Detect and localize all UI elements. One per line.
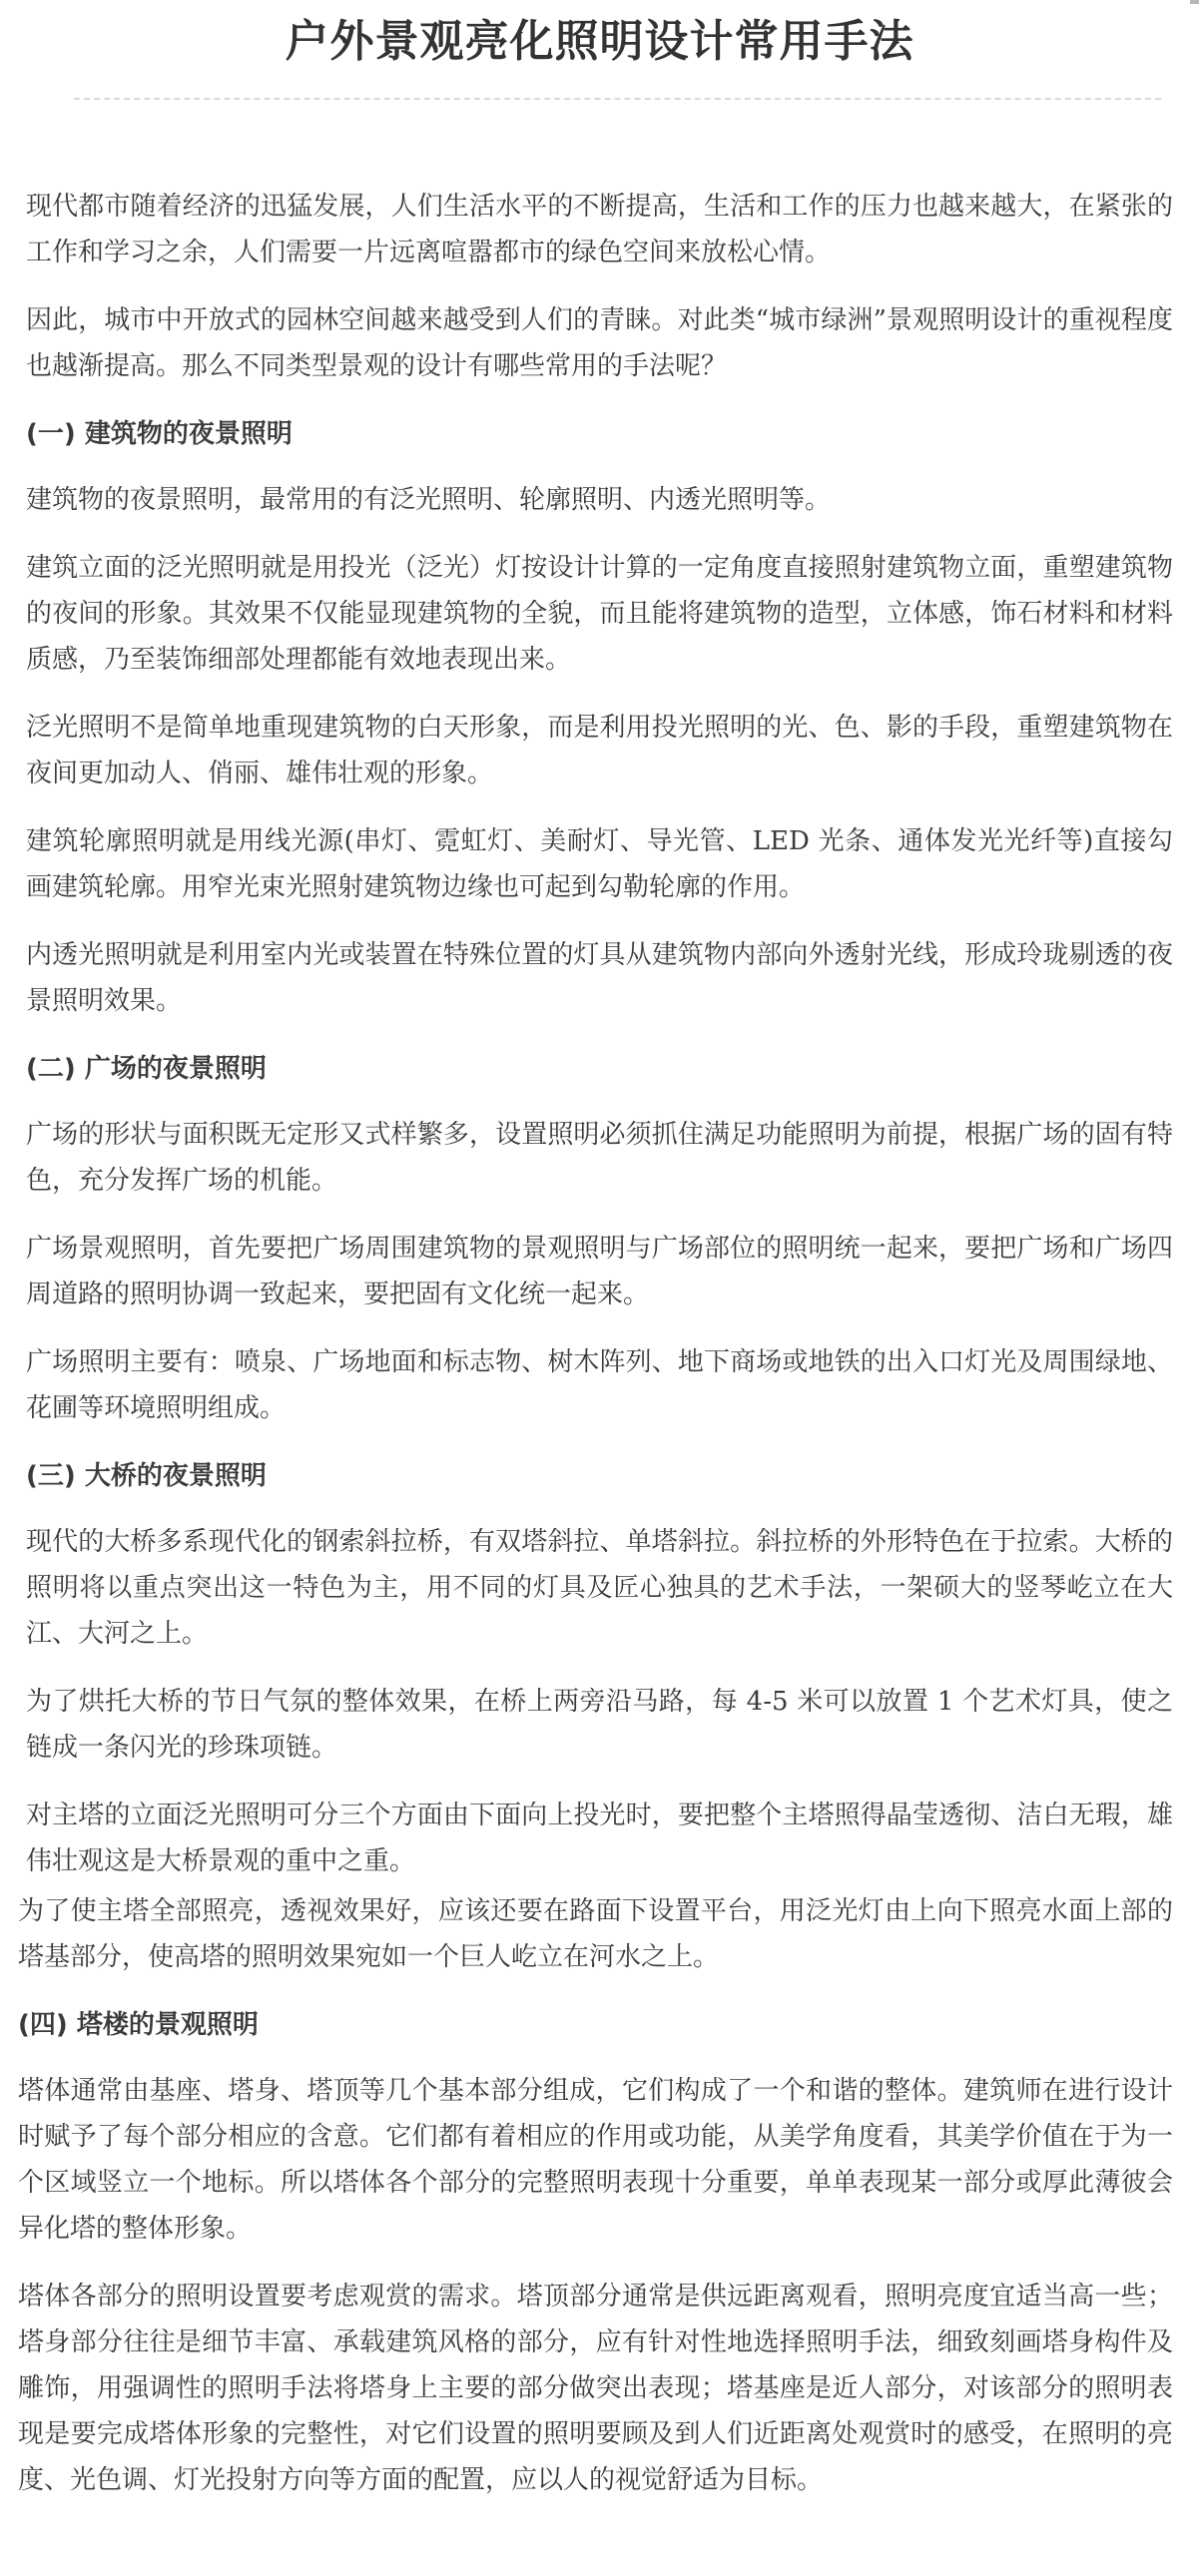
buildings-paragraph-5: 内透光照明就是利用室内光或装置在特殊位置的灯具从建筑物内部向外透射光线，形成玲珑剔透的夜景照明效果。 [26,940,1173,1016]
tower-paragraph-2: 塔体各部分的照明设置要考虑观赏的需求。塔顶部分通常是供远距离观看，照明亮度宜适当高一些；塔身部分往往是细节丰富、承载建筑风格的部分，应有针对性地选择照明手法，细致刻画塔身构件及雕饰，用强调性的照明手法将塔身上主要的部分做突出表现；塔基座是近人部分，对该部分的照明表现是要完成塔体形象的完整性，对它们设置的照明要顾及到人们近距离处观赏时的感受，在照明的亮度、光色调、灯光投射方向等方面的配置，应以人的视觉舒适为目标。 [18,2282,1173,2495]
intro-paragraph-2: 因此，城市中开放式的园林空间越来越受到人们的青睐。对此类“城市绿洲”景观照明设计的重视程度也越渐提高。那么不同类型景观的设计有哪些常用的手法呢？ [26,305,1173,381]
section-heading-bridge: (三) 大桥的夜景照明 [26,1461,267,1491]
plaza-paragraph-2: 广场景观照明，首先要把广场周围建筑物的景观照明与广场部位的照明统一起来，要把广场和广场四周道路的照明协调一致起来，要把固有文化统一起来。 [26,1234,1173,1309]
buildings-paragraph-1: 建筑物的夜景照明，最常用的有泛光照明、轮廓照明、内透光照明等。 [26,485,832,515]
buildings-paragraph-4: 建筑轮廓照明就是用线光源(串灯、霓虹灯、美耐灯、导光管、LED 光条、通体发光光纤等)直接勾画建筑轮廓。用窄光束光照射建筑物边缘也可起到勾勒轮廓的作用。 [26,826,1173,902]
article-body [18,184,1173,2503]
page-title: 户外景观亮化照明设计常用手法 [285,16,914,67]
buildings-paragraph-3: 泛光照明不是简单地重现建筑物的白天形象，而是利用投光照明的光、色、影的手段，重塑建筑物在夜间更加动人、俏丽、雄伟壮观的形象。 [26,713,1173,788]
section-heading-buildings: (一) 建筑物的夜景照明 [26,419,293,449]
buildings-paragraph-2: 建筑立面的泛光照明就是用投光（泛光）灯按设计计算的一定角度直接照射建筑物立面，重塑建筑物的夜间的形象。其效果不仅能显现建筑物的全貌，而且能将建筑物的造型，立体感，饰石材料和材料质感，乃至装饰细部处理都能有效地表现出来。 [26,553,1173,675]
title-divider [74,98,1161,100]
plaza-paragraph-3: 广场照明主要有：喷泉、广场地面和标志物、树木阵列、地下商场或地铁的出入口灯光及周围绿地、花圃等环境照明组成。 [26,1347,1173,1423]
bridge-paragraph-2: 为了烘托大桥的节日气氛的整体效果，在桥上两旁沿马路，每 4-5 米可以放置 1 个艺术灯具，使之链成一条闪光的珍珠项链。 [26,1687,1173,1763]
bridge-paragraph-4: 为了使主塔全部照亮，透视效果好，应该还要在路面下设置平台，用泛光灯由上向下照亮水面上部的塔基部分，使高塔的照明效果宛如一个巨人屹立在河水之上。 [18,1896,1173,1972]
section-heading-tower: (四) 塔楼的景观照明 [18,2010,259,2040]
intro-paragraph-1: 现代都市随着经济的迅猛发展，人们生活水平的不断提高，生活和工作的压力也越来越大，在紧张的工作和学习之余，人们需要一片远离喧嚣都市的绿色空间来放松心情。 [26,192,1173,267]
bridge-paragraph-3: 对主塔的立面泛光照明可分三个方面由下面向上投光时，要把整个主塔照得晶莹透彻、洁白无瑕，雄伟壮观这是大桥景观的重中之重。 [26,1801,1173,1876]
bridge-paragraph-1: 现代的大桥多系现代化的钢索斜拉桥，有双塔斜拉、单塔斜拉。斜拉桥的外形特色在于拉索。大桥的照明将以重点突出这一特色为主，用不同的灯具及匠心独具的艺术手法，一架硕大的竖琴屹立在大江、大河之上。 [26,1527,1173,1649]
section-heading-plaza: (二) 广场的夜景照明 [26,1054,267,1084]
plaza-paragraph-1: 广场的形状与面积既无定形又式样繁多，设置照明必须抓住满足功能照明为前提，根据广场的固有特色，充分发挥广场的机能。 [26,1120,1173,1196]
tower-paragraph-1: 塔体通常由基座、塔身、塔顶等几个基本部分组成，它们构成了一个和谐的整体。建筑师在进行设计时赋予了每个部分相应的含意。它们都有着相应的作用或功能，从美学角度看，其美学价值在于为一个区域竖立一个地标。所以塔体各个部分的完整照明表现十分重要，单单表现某一部分或厚此薄彼会异化塔的整体形象。 [18,2076,1173,2244]
